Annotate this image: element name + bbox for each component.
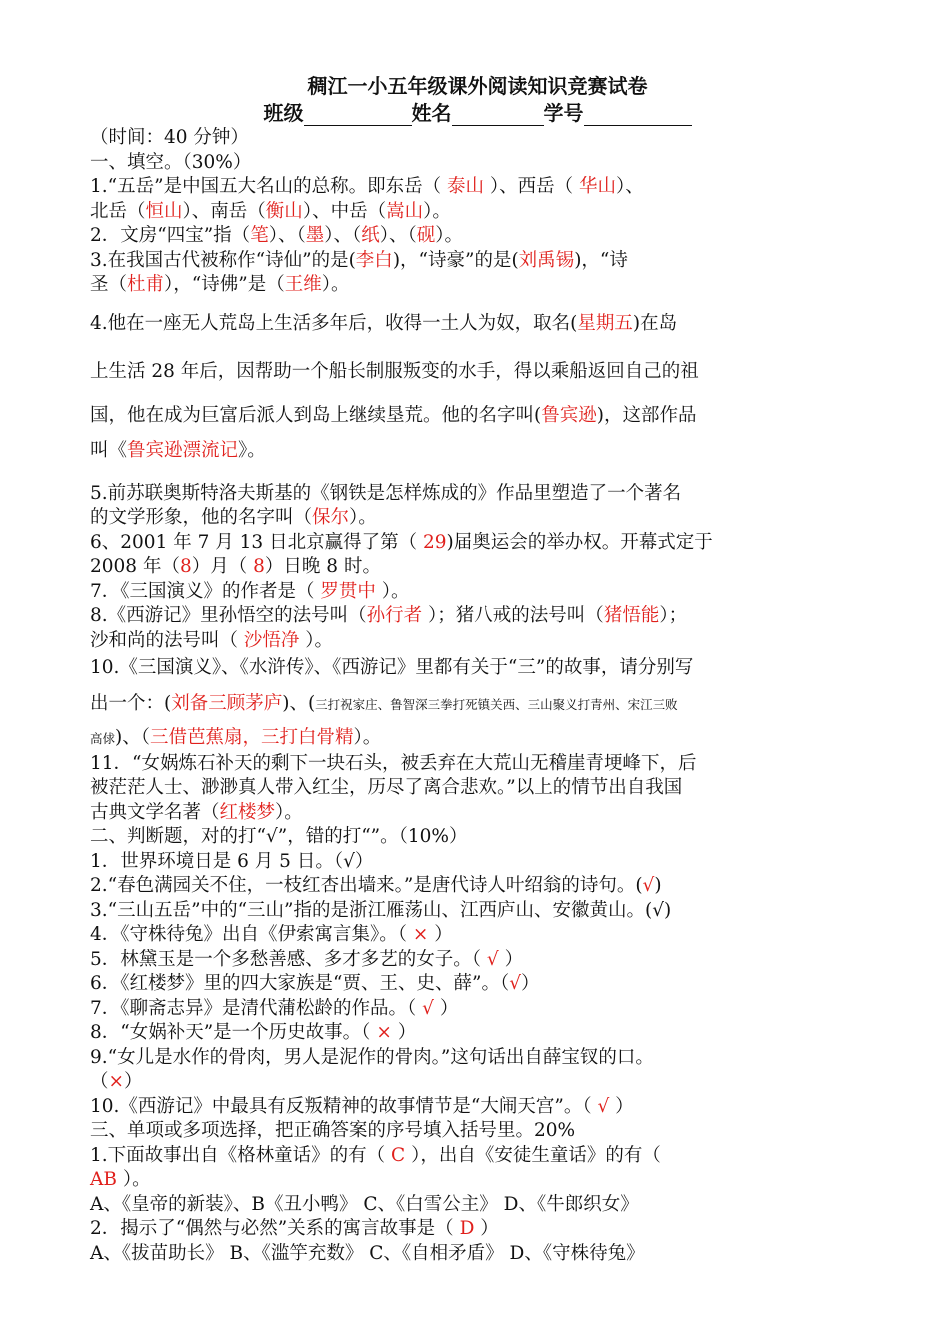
question-line <box>90 300 865 348</box>
question-line <box>90 531 865 556</box>
question-text: 》。 <box>238 439 266 461</box>
question-text: ） <box>428 924 453 945</box>
answer-text: C <box>391 1144 406 1166</box>
student-info-line <box>90 100 865 126</box>
name-blank[interactable] <box>452 105 544 126</box>
question-text: ）。 <box>423 200 451 222</box>
answer-text: 嵩山 <box>386 200 424 222</box>
question-line <box>90 396 865 436</box>
class-blank[interactable] <box>304 105 412 126</box>
answer-text: 李白 <box>355 249 393 271</box>
name-label: 姓名 <box>411 101 452 125</box>
question-text: ）、（ <box>268 225 306 246</box>
section-heading: 二、判断题，对的打“√”，错的打“”。（10%） <box>90 826 468 847</box>
question-text: ）；猪八戒的法号叫（ <box>422 605 604 626</box>
answer-text: 三借芭蕉扇，三打白骨精 <box>149 727 354 748</box>
answer-text: 鲁宾逊 <box>541 404 597 426</box>
question-line <box>90 776 865 801</box>
question-text: )、( <box>282 693 316 714</box>
question-line <box>90 726 865 752</box>
question-text: ） <box>391 1022 417 1043</box>
answer-text-small: 三打祝家庄、鲁智深三拳打死镇关西、三山聚义打青州、宋江三败 <box>315 697 678 712</box>
question-text: 5.前苏联奥斯特洛夫斯基的《钢铁是怎样炼成的》作品里塑造了一个著名 <box>90 482 682 504</box>
question-line <box>90 801 865 826</box>
question-text: 叫《 <box>90 439 128 461</box>
page-title: 稠江一小五年级课外阅读知识竞赛试卷 <box>307 74 648 98</box>
question-text: ）、中岳（ <box>302 200 387 222</box>
question-text: ）月（ <box>191 556 254 577</box>
question-text: ） <box>474 1218 499 1239</box>
question-text: 4．《守株待兔》出自《伊索寓言集》。（ <box>90 924 413 945</box>
answer-text: 红楼梦 <box>219 801 276 823</box>
question-text: ）、南岳（ <box>182 200 266 222</box>
options-line: A、《拔苗助长》 B、《滥竽充数》 C、《自相矛盾》 D、《守株待兔》 <box>90 1242 645 1264</box>
judge-item <box>90 948 865 973</box>
answer-mark: √ <box>597 1095 610 1117</box>
question-line <box>90 1144 865 1169</box>
question-text: （ <box>90 1071 109 1092</box>
time-note: （时间：40 分钟） <box>90 127 249 148</box>
question-line <box>90 482 865 507</box>
question-line <box>90 629 865 654</box>
answer-text: 刘禹锡 <box>518 249 575 271</box>
question-text: 1.下面故事出自《格林童话》的有（ <box>90 1144 392 1166</box>
question-line <box>90 555 865 580</box>
question-line <box>90 653 865 683</box>
question-text: 8．“女娲补天”是一个历史故事。（ <box>90 1022 377 1043</box>
answer-mark: √ <box>642 875 655 896</box>
answer-text: 衡山 <box>265 200 303 222</box>
question-text: ）； <box>659 605 688 626</box>
answer-text: 孙行者 <box>366 605 423 626</box>
section-heading: 三、单项或多项选择，把正确答案的序号填入括号里。20% <box>90 1120 576 1141</box>
options-line: A、《皇帝的新装》、B《丑小鸭》 C、《白雪公主》 D、《牛郎织女》 <box>90 1193 639 1215</box>
answer-text: 沙悟净 <box>243 629 300 651</box>
answer-text: 8 <box>179 556 192 577</box>
answer-mark: × <box>412 924 429 945</box>
answer-text: AB <box>90 1169 117 1190</box>
question-text: 6．《红楼梦》里的四大家族是“贾、王、史、薛”。（ <box>90 973 510 994</box>
question-text: 北岳（ <box>90 200 146 222</box>
question-text: 6、2001 年 7 月 13 日北京赢得了第（ <box>90 531 423 553</box>
question-line <box>90 175 865 200</box>
question-text: ） <box>521 973 540 994</box>
answer-text: 星期五 <box>577 312 633 334</box>
question-text: ）。 <box>375 580 410 602</box>
answer-text: 华山 <box>578 176 616 197</box>
answer-text: 笔 <box>250 225 269 246</box>
question-line <box>90 1168 865 1193</box>
question-text: 2．文房“四宝”指（ <box>90 225 251 246</box>
question-text: ）。 <box>349 507 377 528</box>
question-text: 被茫茫人士、渺渺真人带入红尘，历尽了离合悲欢。”以上的情节出自我国 <box>90 777 683 798</box>
question-text: 沙和尚的法号叫（ <box>90 629 244 651</box>
answer-mark: √ <box>509 973 521 994</box>
answer-text: 猪悟能 <box>603 605 660 626</box>
question-text: 高俅 <box>90 731 116 746</box>
question-text: ） <box>124 1071 143 1092</box>
answer-text: 泰山 <box>446 176 484 197</box>
question-text: )，这部作品 <box>596 404 697 426</box>
question-text: ），“诗佛”是（ <box>164 274 285 295</box>
question-text: )在岛 <box>632 312 678 334</box>
judge-item <box>90 972 865 997</box>
question-text: 7．《聊斋志异》是清代蒲松龄的作品。（ <box>90 997 423 1019</box>
question-text: 4.他在一座无人荒岛上生活多年后，收得一土人为奴，取名( <box>90 312 578 334</box>
judge-item <box>90 1095 865 1120</box>
question-text: )、（ <box>115 727 150 748</box>
judge-item <box>90 899 865 924</box>
question-line <box>90 683 865 726</box>
question-text: 2.“春色满园关不住，一枝红杏出墙来。”是唐代诗人叶绍翁的诗句。( <box>90 875 643 896</box>
answer-text: 鲁宾逊漂流记 <box>127 439 239 461</box>
question-text: 10.《三国演义》、《水浒传》、《西游记》里都有关于“三”的故事，请分别写 <box>90 657 694 678</box>
question-text: 国，他在成为巨富后派人到岛上继续垦荒。他的名字叫( <box>90 404 542 426</box>
question-line <box>90 604 865 629</box>
answer-text: D <box>459 1218 475 1239</box>
question-text: ）、 <box>616 176 644 197</box>
id-blank[interactable] <box>584 105 692 126</box>
question-line <box>90 752 865 777</box>
question-text: ）。 <box>435 225 464 246</box>
section-heading: 一、填空。（30%） <box>90 151 252 173</box>
question-line <box>90 580 865 605</box>
question-line <box>90 224 865 249</box>
question-text: 5．林黛玉是一个多愁善感、多才多艺的女子。（ <box>90 948 487 970</box>
judge-item <box>90 850 865 875</box>
answer-text: 恒山 <box>145 200 183 222</box>
question-line <box>90 348 865 396</box>
answer-text: 29 <box>422 531 447 553</box>
question-text: ）。 <box>321 274 350 295</box>
question-text: 2008 年（ <box>90 556 180 577</box>
answer-text: 刘备三顾茅庐 <box>171 693 283 714</box>
judge-item <box>90 997 865 1022</box>
question-text: ）。 <box>275 801 303 823</box>
question-text: 出一个：( <box>90 693 172 714</box>
id-label: 学号 <box>543 101 584 125</box>
answer-text: 王维 <box>284 274 322 295</box>
class-label: 班级 <box>263 101 304 125</box>
judge-item <box>90 1070 865 1095</box>
question-text: 古典文学名著（ <box>90 801 220 823</box>
answer-text: 杜甫 <box>127 274 165 295</box>
answer-text: 罗贯中 <box>320 580 376 602</box>
exam-paper <box>90 72 865 1266</box>
question-text: 的文学形象，他的名字叫（ <box>90 507 313 528</box>
answer-text: 8 <box>253 556 265 577</box>
question-text: ） <box>498 948 524 970</box>
question-text: ） <box>433 997 459 1019</box>
judge-item <box>90 1021 865 1046</box>
answer-text: 砚 <box>416 225 436 246</box>
question-text: ）。 <box>353 727 382 748</box>
question-text: 8.《西游记》里孙悟空的法号叫（ <box>90 605 367 626</box>
question-text: 7．《三国演义》的作者是（ <box>90 580 321 602</box>
question-text: ）、（ <box>324 225 362 246</box>
question-text: 圣（ <box>90 274 128 295</box>
judge-item <box>90 1046 865 1071</box>
answer-text: 墨 <box>305 225 325 246</box>
question-text: 10.《西游记》中最具有反叛精神的故事情节是“大闹天宫”。（ <box>90 1095 598 1117</box>
answer-mark: × <box>376 1022 392 1043</box>
question-line <box>90 506 865 531</box>
question-text: 1．世界环境日是 6 月 5 日。（√） <box>90 850 374 872</box>
question-text: 1.“五岳”是中国五大名山的总称。即东岳（ <box>90 176 447 197</box>
question-text: 2．揭示了“偶然与必然”关系的寓言故事是（ <box>90 1218 460 1239</box>
question-text: 3.“三山五岳”中的“三山”指的是浙江雁荡山、江西庐山、安徽黄山。(√) <box>90 899 672 921</box>
question-text: ）日晚 8 时。 <box>264 556 381 577</box>
answer-text: 保尔 <box>312 507 350 528</box>
question-text: 3.在我国古代被称作“诗仙”的是( <box>90 249 356 271</box>
question-text: ）、西岳（ <box>483 176 579 197</box>
question-text: ），出自《安徒生童话》的有（ <box>405 1144 661 1166</box>
question-text: ）、（ <box>379 225 417 246</box>
answer-mark: √ <box>422 997 434 1019</box>
question-line <box>90 436 865 466</box>
question-text: ）。 <box>116 1169 151 1190</box>
question-text: 9.“女儿是水作的骨肉，男人是泥作的骨肉。”这句话出自薛宝钗的口。 <box>90 1046 654 1068</box>
judge-item <box>90 874 865 899</box>
question-text: ）。 <box>299 629 334 651</box>
question-line <box>90 1217 865 1242</box>
question-line <box>90 273 865 298</box>
question-text: ) <box>654 875 662 896</box>
answer-text: 纸 <box>361 225 380 246</box>
question-line <box>90 249 865 274</box>
answer-mark: √ <box>486 948 499 970</box>
question-line <box>90 200 865 225</box>
question-text: )，“诗豪”的是( <box>392 249 519 271</box>
answer-mark: × <box>108 1071 125 1092</box>
question-text: 11．“女娲炼石补天的剩下一块石头，被丢弃在大荒山无稽崖青埂峰下，后 <box>90 752 697 774</box>
question-text: ） <box>609 1095 634 1117</box>
judge-item <box>90 923 865 948</box>
question-text: )，“诗 <box>574 249 628 271</box>
question-text: 上生活 28 年后，因帮助一个船长制服叛变的水手，得以乘船返回自己的祖 <box>90 360 699 382</box>
question-text: )届奥运会的举办权。开幕式定于 <box>446 531 713 553</box>
